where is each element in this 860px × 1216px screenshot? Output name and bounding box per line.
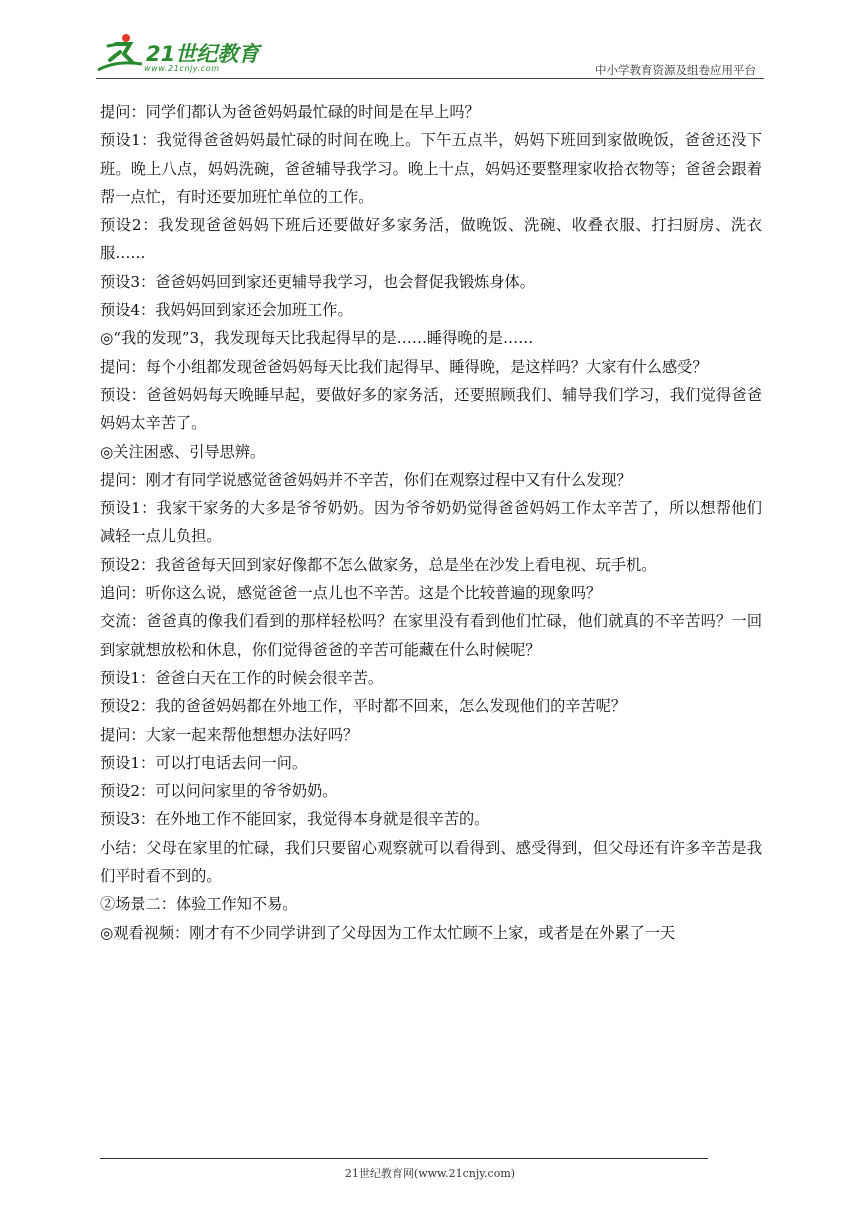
paragraph: 追问：听你这么说，感觉爸爸一点儿也不辛苦。这是个比较普遍的现象吗？ <box>100 584 602 603</box>
paragraph: ◎“我的发现”3，我发现每天比我起得早的是……睡得晚的是…… <box>100 329 534 348</box>
paragraph: 提问：同学们都认为爸爸妈妈最忙碌的时间是在早上吗？ <box>100 103 480 121</box>
paragraph: 预设2：我的爸爸妈妈都在外地工作，平时都不回来，怎么发现他们的辛苦呢？ <box>100 697 627 716</box>
paragraph: 提问：大家一起来帮他想想办法好吗？ <box>100 725 359 744</box>
paragraph: 交流：爸爸真的像我们看到的那样轻松吗？在家里没有看到他们忙碌，他们就真的不辛苦吗？一回到家就想放松和休息，你们觉得爸爸的辛苦可能藏在什么时候呢？ <box>100 612 762 659</box>
paragraph: 预设1：爸爸白天在工作的时候会很辛苦。 <box>100 668 384 687</box>
paragraph: 预设1：我家干家务的大多是爷爷奶奶。因为爷爷奶奶觉得爸爸妈妈工作太辛苦了，所以想帮他们减轻一点儿负担。 <box>100 499 762 546</box>
paragraph: 预设2：可以问问家里的爷爷奶奶。 <box>100 782 338 801</box>
site-logo <box>96 30 296 78</box>
footer-divider <box>100 1158 708 1159</box>
paragraph: 预设1：我觉得爸爸妈妈最忙碌的时间在晚上。下午五点半，妈妈下班回到家做晚饭，爸爸还没下班。晚上八点，妈妈洗碗，爸爸辅导我学习。晚上十点，妈妈还要整理家收拾衣物等；爸爸会跟着帮一点忙，有时还要加班忙单位的工作。 <box>100 131 762 206</box>
paragraph: ◎关注困惑、引导思辨。 <box>100 442 266 461</box>
paragraph: 提问：每个小组都发现爸爸妈妈每天比我们起得早、睡得晚，是这样吗？大家有什么感受？ <box>100 357 708 376</box>
paragraph: ◎观看视频：刚才有不少同学讲到了父母因为工作太忙顾不上家，或者是在外累了一天 <box>100 923 676 942</box>
paragraph: 预设2：我发现爸爸妈妈下班后还要做好多家务活，做晚饭、洗碗、收叠衣服、打扫厨房、洗衣服…… <box>100 216 762 263</box>
paragraph: ②场景二：体验工作知不易。 <box>100 895 298 914</box>
header-tagline: 中小学教育资源及组卷应用平台 <box>595 63 756 77</box>
paragraph: 预设3：在外地工作不能回家，我觉得本身就是很辛苦的。 <box>100 810 490 829</box>
page-header <box>96 30 764 80</box>
logo-url: www.21cnjy.com <box>144 64 220 73</box>
paragraph: 预设2：我爸爸每天回到家好像都不怎么做家务，总是坐在沙发上看电视、玩手机。 <box>100 555 657 574</box>
paragraph: 预设3：爸爸妈妈回到家还更辅导我学习，也会督促我锻炼身体。 <box>100 272 535 291</box>
logo-text: 21世纪教育 <box>146 42 260 66</box>
running-figure-icon <box>96 30 148 78</box>
paragraph: 预设：爸爸妈妈每天晚睡早起，要做好多的家务活，还要照顾我们、辅导我们学习，我们觉得爸爸妈妈太辛苦了。 <box>100 385 762 433</box>
header-divider <box>96 78 764 79</box>
document-body <box>100 98 762 947</box>
paragraph: 预设1：可以打电话去问一问。 <box>100 753 308 772</box>
paragraph: 提问：刚才有同学说感觉爸爸妈妈并不辛苦，你们在观察过程中又有什么发现？ <box>100 470 632 489</box>
paragraph: 小结：父母在家里的忙碌，我们只要留心观察就可以看得到、感受得到，但父母还有许多辛苦是我们平时看不到的。 <box>100 838 762 886</box>
page-footer: 21世纪教育网(www.21cnjy.com) <box>344 1167 516 1180</box>
paragraph: 预设4：我妈妈回到家还会加班工作。 <box>100 301 353 320</box>
